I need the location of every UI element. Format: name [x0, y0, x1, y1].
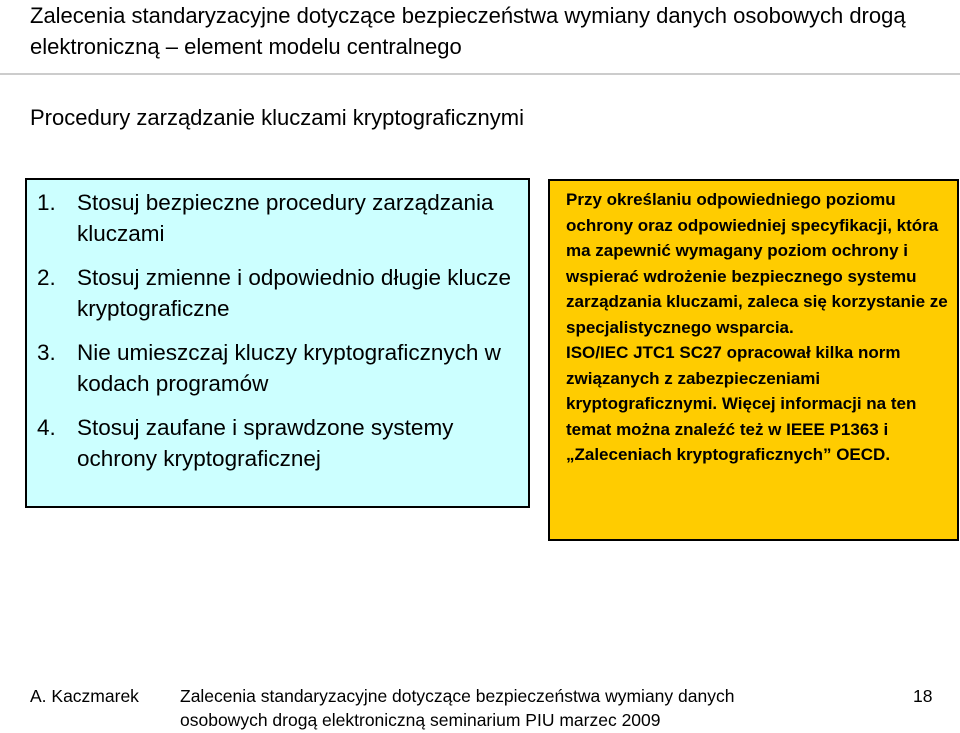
title-divider	[0, 73, 960, 75]
footer-author: A. Kaczmarek	[30, 686, 139, 706]
slide-subtitle: Procedury zarządzanie kluczami kryptograficznymi	[30, 105, 524, 130]
footer-description: Zalecenia standaryzacyjne dotyczące bezpieczeństwa wymiany danych osobowych drogą elektroniczną seminarium PIU marzec 2009	[180, 686, 735, 730]
list-item	[37, 187, 517, 249]
slide-title: Zalecenia standaryzacyjne dotyczące bezpieczeństwa wymiany danych osobowych drogą elektroniczną – element modelu centralnego	[30, 3, 906, 59]
list-item	[37, 412, 517, 474]
recommendations-box	[25, 178, 530, 508]
recommendations-list	[37, 187, 517, 487]
list-item-text: Stosuj bezpieczne procedury zarządzania kluczami	[77, 190, 494, 246]
list-item-text: Stosuj zaufane i sprawdzone systemy ochrony kryptograficznej	[77, 415, 454, 471]
list-item-text: Nie umieszczaj kluczy kryptograficznych w kodach programów	[77, 340, 501, 396]
list-item-text: Stosuj zmienne i odpowiednio długie klucze kryptograficzne	[77, 265, 512, 321]
list-item	[37, 337, 517, 399]
list-item-number: 4.	[37, 415, 56, 440]
list-item-number: 1.	[37, 190, 56, 215]
list-item-number: 2.	[37, 265, 56, 290]
info-text: Przy określaniu odpowiedniego poziomu ochrony oraz odpowiedniej specyfikacji, która ma zapewnić wymagany poziom ochrony i wspierać wdrożenie bezpiecznego systemu zarządzania kluczami, zaleca się korzystanie ze specjalistycznego wsparcia. ISO/IEC JTC1 SC27 opracował kilka norm związanych z zabezpieczeniami kryptograficznymi. Więcej informacji na ten temat można znaleźć też w IEEE P1363 i „Zaleceniach kryptograficznych” OECD.	[566, 190, 948, 464]
info-box	[548, 179, 959, 541]
page-number: 18	[913, 686, 933, 706]
list-item	[37, 262, 517, 324]
list-item-number: 3.	[37, 340, 56, 365]
